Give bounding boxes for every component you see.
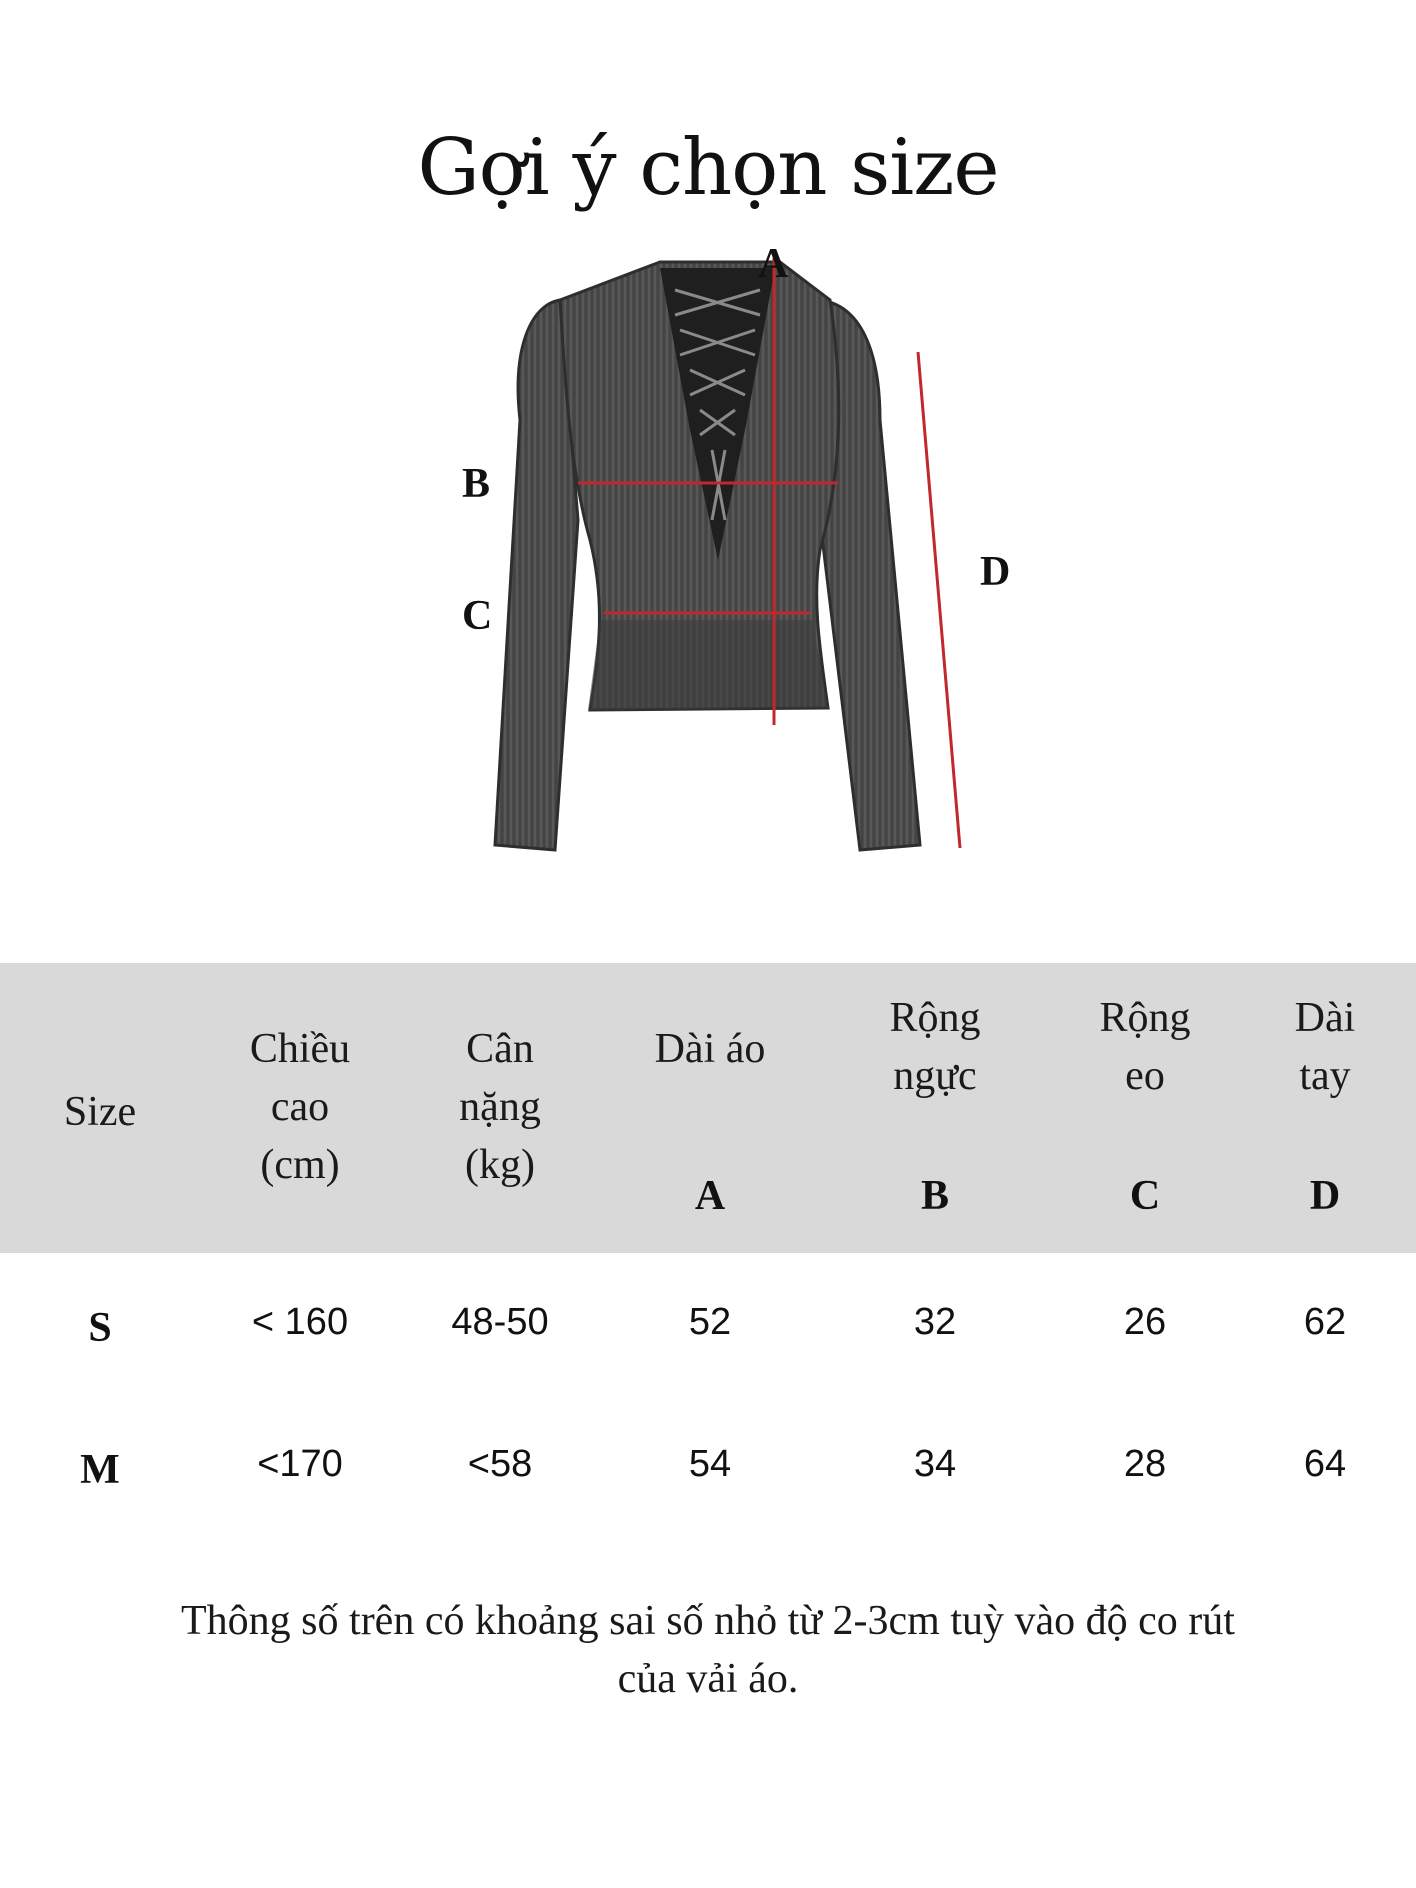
cell-waist: 28 (1123, 1443, 1167, 1485)
header-waist: Rộng eo (1099, 995, 1191, 1099)
header-letter-a: A (694, 1173, 726, 1219)
cell-length: 54 (688, 1443, 732, 1485)
header-letter-c: C (1129, 1173, 1161, 1219)
label-a: A (758, 241, 789, 287)
cell-height: <170 (257, 1443, 343, 1485)
header-weight: Cân nặng (kg) (459, 1026, 541, 1188)
cell-chest: 34 (913, 1443, 957, 1485)
tolerance-note: Thông số trên có khoảng sai số nhỏ từ 2-3cm tuỳ vào độ co rút của vải áo. (181, 1598, 1235, 1702)
header-sleeve: Dài tay (1294, 995, 1356, 1099)
cell-waist: 26 (1123, 1301, 1167, 1343)
table-row (0, 1424, 1416, 1504)
row-size: S (88, 1305, 112, 1351)
cell-sleeve: 62 (1303, 1301, 1347, 1343)
label-c: C (462, 593, 493, 639)
table-row (0, 1282, 1416, 1362)
header-size: Size (63, 1089, 137, 1135)
waistband (588, 620, 828, 710)
page-title: Gợi ý chọn size (417, 123, 999, 213)
cell-height: < 160 (251, 1301, 349, 1343)
cell-weight: 48-50 (451, 1301, 549, 1343)
label-d: D (980, 549, 1011, 595)
header-letter-b: B (920, 1173, 949, 1219)
size-diagram (0, 220, 1416, 880)
header-chest: Rộng ngực (889, 995, 981, 1099)
label-b: B (462, 461, 491, 507)
measure-line-d (918, 352, 960, 848)
header-letter-d: D (1309, 1173, 1341, 1219)
cell-sleeve: 64 (1303, 1443, 1347, 1485)
row-size: M (80, 1447, 120, 1493)
size-table-header (0, 963, 1416, 1253)
cell-chest: 32 (913, 1301, 957, 1343)
garment-illustration (0, 220, 1416, 880)
header-length: Dài áo (654, 1026, 766, 1072)
cell-weight: <58 (467, 1443, 533, 1485)
header-height: Chiều cao (cm) (249, 1026, 351, 1188)
cell-length: 52 (688, 1301, 732, 1343)
